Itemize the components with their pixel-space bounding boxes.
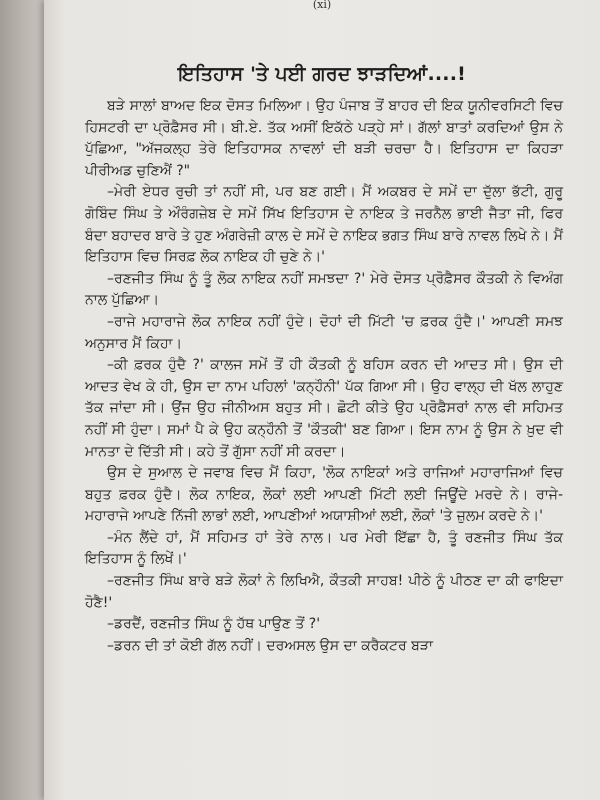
book-gutter bbox=[0, 0, 44, 800]
paragraph: –ਡਰਦੈਂ, ਰਣਜੀਤ ਸਿੰਘ ਨੂੰ ਹੱਥ ਪਾਉਣ ਤੋਂ ?' bbox=[107, 616, 321, 633]
page-number: (xi) bbox=[312, 0, 332, 11]
paragraph: –ਰਣਜੀਤ ਸਿੰਘ ਨੂੰ ਤੂੰ ਲੋਕ ਨਾਇਕ ਨਹੀਂ ਸਮਝਦਾ ?' ਮੇਰੇ ਦੋਸਤ ਪ੍ਰੋਫ਼ੈਸਰ ਕੌਤਕੀ ਨੇ ਵਿਅੰਗ ਨਾਲ ਪੁੱਛਿਆ। bbox=[85, 270, 563, 309]
book-page bbox=[44, 0, 600, 800]
paragraph: –ਰਾਜੇ ਮਹਾਰਾਜੇ ਲੋਕ ਨਾਇਕ ਨਹੀਂ ਹੁੰਦੇ। ਦੋਹਾਂ ਦੀ ਮਿੱਟੀ 'ਚ ਫ਼ਰਕ ਹੁੰਦੈ।' ਆਪਣੀ ਸਮਝ ਅਨੁਸਾਰ ਮੈਂ ਕਿਹਾ। bbox=[85, 313, 563, 352]
paragraph: –ਮੇਰੀ ਏਧਰ ਰੁਚੀ ਤਾਂ ਨਹੀਂ ਸੀ, ਪਰ ਬਣ ਗਈ। ਮੈਂ ਅਕਬਰ ਦੇ ਸਮੇਂ ਦਾ ਦੁੱਲਾ ਭੱਟੀ, ਗੁਰੂ ਗੋਬਿੰਦ ਸਿੰਘ ਤੇ ਔਰੰਗਜ਼ੇਬ ਦੇ ਸਮੇਂ ਸਿੱਖ ਇਤਿਹਾਸ ਦੇ ਨਾਇਕ ਤੇ ਜਰਨੈਲ ਭਾਈ ਜੈਤਾ ਜੀ, ਫਿਰ ਬੰਦਾ ਬਹਾਦਰ ਬਾਰੇ ਤੇ ਹੁਣ ਅੰਗਰੇਜ਼ੀ ਕਾਲ ਦੇ ਸਮੇਂ ਦੇ ਨਾਇਕ ਭਗਤ ਸਿੰਘ ਬਾਰੇ ਨਾਵਲ ਲਿਖੇ ਨੇ। ਮੈਂ ਇਤਿਹਾਸ ਵਿਚ ਸਿਰਫ਼ ਲੋਕ ਨਾਇਕ ਹੀ ਚੁਣੇ ਨੇ।' bbox=[85, 184, 563, 266]
paragraph: ਬੜੇ ਸਾਲਾਂ ਬਾਅਦ ਇਕ ਦੋਸਤ ਮਿਲਿਆ। ਉਹ ਪੰਜਾਬ ਤੋਂ ਬਾਹਰ ਦੀ ਇਕ ਯੂਨੀਵਰਸਿਟੀ ਵਿਚ ਹਿਸਟਰੀ ਦਾ ਪ੍ਰੋਫ਼ੈਸਰ ਸੀ। ਬੀ.ਏ. ਤੱਕ ਅਸੀਂ ਇਕੱਠੇ ਪੜ੍ਹੇ ਸਾਂ। ਗੱਲਾਂ ਬਾਤਾਂ ਕਰਦਿਆਂ ਉਸ ਨੇ ਪੁੱਛਿਆ, "ਅੱਜਕਲ੍ਹ ਤੇਰੇ ਇਤਿਹਾਸਕ ਨਾਵਲਾਂ ਦੀ ਬੜੀ ਚਰਚਾ ਹੈ। ਇਤਿਹਾਸ ਦਾ ਕਿਹੜਾ ਪੀਰੀਅਡ ਚੁਣਿਐਂ ?" bbox=[85, 98, 563, 179]
paragraph: –ਕੀ ਫ਼ਰਕ ਹੁੰਦੈ ?' ਕਾਲਜ ਸਮੇਂ ਤੋਂ ਹੀ ਕੌਤਕੀ ਨੂੰ ਬਹਿਸ ਕਰਨ ਦੀ ਆਦਤ ਸੀ। ਉਸ ਦੀ ਆਦਤ ਵੇਖ ਕੇ ਹੀ, ਉਸ ਦਾ ਨਾਮ ਪਹਿਲਾਂ 'ਕਨ੍ਹੌਨੀ' ਪੱਕ ਗਿਆ ਸੀ। ਉਹ ਵਾਲ੍ਹ ਦੀ ਖੱਲ ਲਾਹੁਣ ਤੱਕ ਜਾਂਦਾ ਸੀ। ਉਂਜ ਉਹ ਜੀਨੀਅਸ ਬਹੁਤ ਸੀ। ਛੋਟੀ ਕੀਤੇ ਉਹ ਪ੍ਰੋਫ਼ੈਸਰਾਂ ਨਾਲ ਵੀ ਸਹਿਮਤ ਨਹੀਂ ਸੀ ਹੁੰਦਾ। ਸਮਾਂ ਪੈ ਕੇ ਉਹ ਕਨ੍ਹੌਨੀ ਤੋਂ 'ਕੌਤਕੀ' ਬਣ ਗਿਆ। ਇਸ ਨਾਮ ਨੂੰ ਉਸ ਨੇ ਖ਼ੁਦ ਵੀ ਮਾਨਤਾ ਦੇ ਦਿੱਤੀ ਸੀ। ਕਹੇ ਤੋਂ ਗੁੱਸਾ ਨਹੀਂ ਸੀ ਕਰਦਾ। bbox=[85, 357, 563, 460]
body-text bbox=[85, 96, 563, 657]
paragraph: –ਮੰਨ ਲੈਂਦੇ ਹਾਂ, ਮੈਂ ਸਹਿਮਤ ਹਾਂ ਤੇਰੇ ਨਾਲ। ਪਰ ਮੇਰੀ ਇੱਛਾ ਹੈ, ਤੂੰ ਰਣਜੀਤ ਸਿੰਘ ਤੱਕ ਇਤਿਹਾਸ ਨੂੰ ਲਿਖੇਂ।' bbox=[85, 529, 563, 568]
paragraph: –ਡਰਨ ਦੀ ਤਾਂ ਕੋਈ ਗੱਲ ਨਹੀਂ। ਦਰਅਸਲ ਉਸ ਦਾ ਕਰੈਕਟਰ ਬੜਾ bbox=[107, 637, 433, 654]
paragraph: ਉਸ ਦੇ ਸੁਆਲ ਦੇ ਜਵਾਬ ਵਿਚ ਮੈਂ ਕਿਹਾ, 'ਲੋਕ ਨਾਇਕਾਂ ਅਤੇ ਰਾਜਿਆਂ ਮਹਾਰਾਜਿਆਂ ਵਿਚ ਬਹੁਤ ਫ਼ਰਕ ਹੁੰਦੈ। ਲੋਕ ਨਾਇਕ, ਲੋਕਾਂ ਲਈ ਆਪਣੀ ਮਿੱਟੀ ਲਈ ਜਿਊਂਦੇ ਮਰਦੇ ਨੇ। ਰਾਜੇ-ਮਹਾਰਾਜੇ ਆਪਣੇ ਨਿੱਜੀ ਲਾਭਾਂ ਲਈ, ਆਪਣੀਆਂ ਅਯਾਸ਼ੀਆਂ ਲਈ, ਲੋਕਾਂ 'ਤੇ ਜ਼ੁਲਮ ਕਰਦੇ ਨੇ।' bbox=[85, 465, 563, 525]
chapter-title: ਇਤਿਹਾਸ 'ਤੇ ਪਈ ਗਰਦ ਝਾੜਦਿਆਂ....! bbox=[177, 63, 466, 85]
paragraph: –ਰਣਜੀਤ ਸਿੰਘ ਬਾਰੇ ਬੜੇ ਲੋਕਾਂ ਨੇ ਲਿਖਿਐ, ਕੌਤਕੀ ਸਾਹਬ! ਪੀਠੇ ਨੂੰ ਪੀਠਣ ਦਾ ਕੀ ਫਾਇਦਾ ਹੋਣੈ!' bbox=[85, 573, 563, 611]
